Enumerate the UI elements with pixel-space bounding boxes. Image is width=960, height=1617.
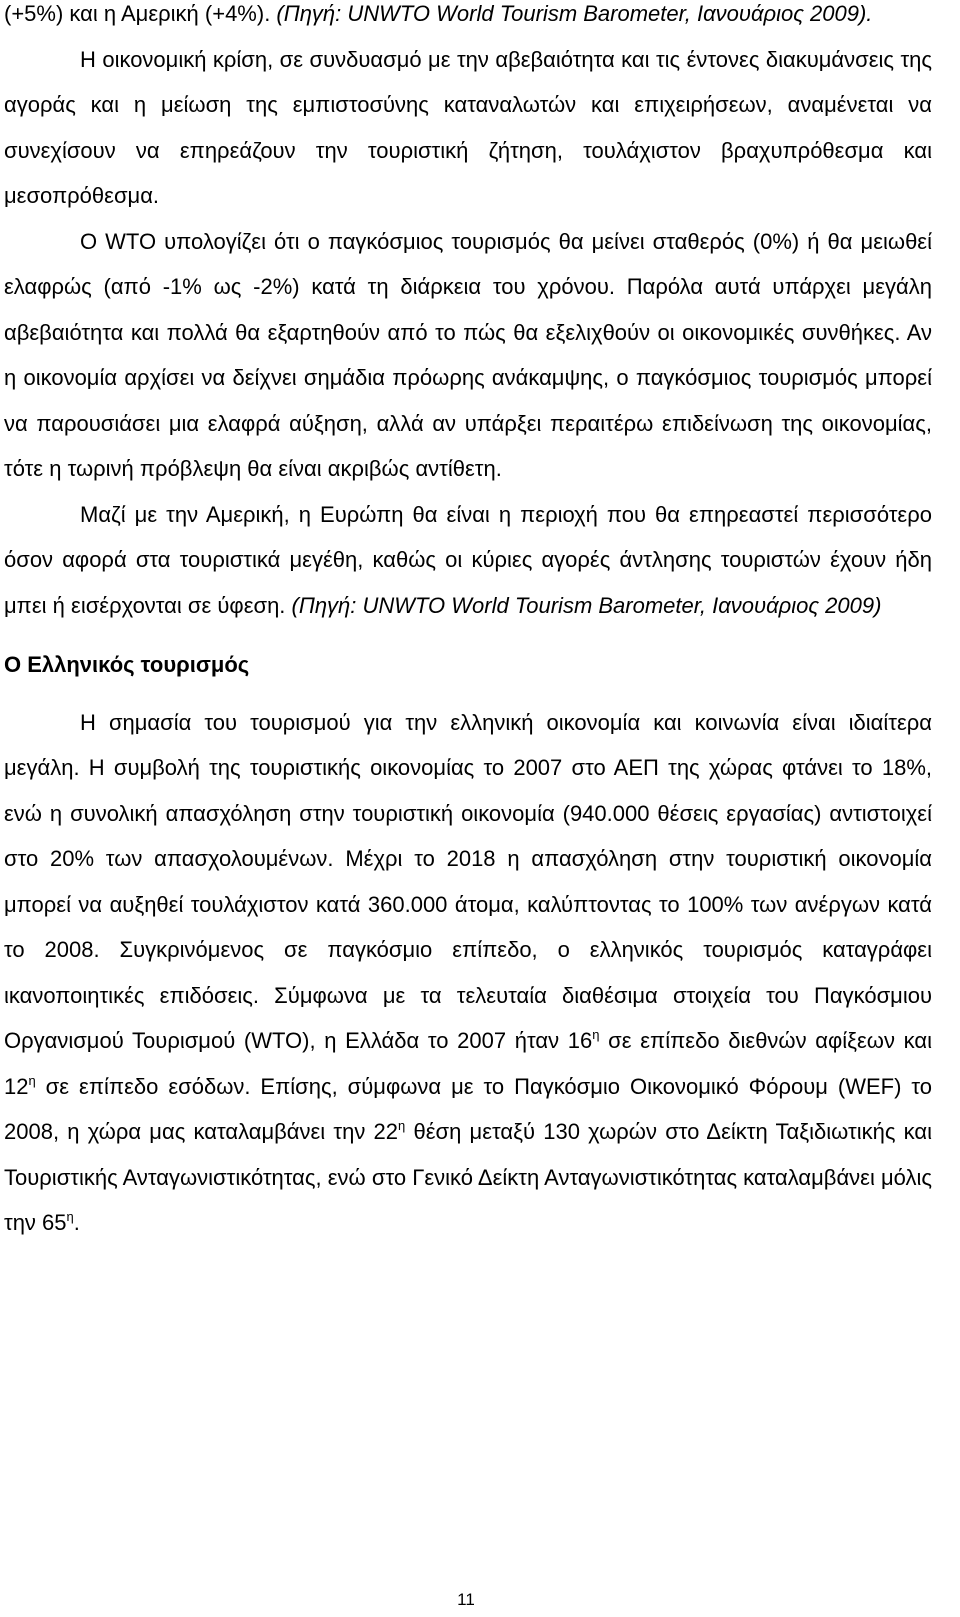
paragraph-intro: (+5%) και η Αμερική (+4%). (Πηγή: UNWTO World Tourism Barometer, Ιανουάριος 2009). <box>4 1 873 26</box>
superscript: η <box>398 1118 406 1133</box>
section-heading: Ο Ελληνικός τουρισμός <box>4 652 250 677</box>
source-citation: (Πηγή: UNWTO World Tourism Barometer, Ιανουάριος 2009) <box>291 592 882 618</box>
paragraph-economic-crisis: Η οικονομική κρίση, σε συνδυασμό με την αβεβαιότητα και τις έντονες διακυμάνσεις της αγοράς και η μείωση της εμπιστοσύνης καταναλωτών και επιχειρήσεων, αναμένεται να συνεχίσουν να επηρεάζουν την τουριστική ζήτηση, τουλάχιστον βραχυπρόθεσμα και μεσοπρόθεσμα. <box>4 46 932 208</box>
source-citation: (Πηγή: UNWTO World Tourism Barometer, Ιανουάριος 2009). <box>276 1 873 26</box>
superscript: η <box>66 1209 74 1224</box>
paragraph-wto-forecast: Ο WTO υπολογίζει ότι ο παγκόσμιος τουρισμός θα μείνει σταθερός (0%) ή θα μειωθεί ελαφρώς (από -1% ως -2%) κατά τη διάρκεια του χρόνου. Παρόλα αυτά υπάρχει μεγάλη αβεβαιότητα και πολλά θα εξαρτηθούν από το πώς θα εξελιχθούν οι οικονομικές συνθήκες. Αν η οικονομία αρχίσει να δείχνει σημάδια πρόωρης ανάκαμψης, ο παγκόσμιος τουρισμός μπορεί να παρουσιάσει μια ελαφρά αύξηση, αλλά αν υπάρξει περαιτέρω επιδείνωση της οικονομίας, τότε η τωρινή πρόβλεψη θα είναι ακριβώς αντίθετη. <box>4 228 932 481</box>
superscript: η <box>592 1027 600 1042</box>
document-page <box>4 0 932 1246</box>
paragraph-europe-america: Μαζί με την Αμερική, η Ευρώπη θα είναι η περιοχή που θα επηρεαστεί περισσότερο όσον αφορά στα τουριστικά μεγέθη, καθώς οι κύριες αγορές άντλησης τουριστών έχουν ήδη μπει ή εισέρχονται σε ύφεση. (Πηγή: UNWTO World Tourism Barometer, Ιανουάριος 2009) <box>4 501 932 618</box>
page-number: 11 <box>457 1590 475 1609</box>
paragraph-greek-tourism: Η σημασία του τουρισμού για την ελληνική οικονομία και κοινωνία είναι ιδιαίτερα μεγάλη. Η συμβολή της τουριστικής οικονομίας το 2007 στο ΑΕΠ της χώρας φτάνει το 18%, ενώ η συνολική απασχόληση στην τουριστική οικονομία (940.000 θέσεις εργασίας) αντιστοιχεί στο 20% των απασχολουμένων. Μέχρι το 2018 η απασχόληση στην τουριστική οικονομία μπορεί να αυξηθεί τουλάχιστον κατά 360.000 άτομα, καλύπτοντας το 100% των ανέργων κατά το 2008. Συγκρινόμενος σε παγκόσμιο επίπεδο, ο ελληνικός τουρισμός καταγράφει ικανοποιητικές επιδόσεις. Σύμφωνα με τα τελευταία διαθέσιμα στοιχεία του Παγκόσμιου Οργανισμού Τουρισμού (WTO), η Ελλάδα το 2007 ήταν $16^\eta$ σε επίπεδο διεθνών αφίξεων και $12^\eta$ σε επίπεδο εσόδων. Επίσης, σύμφωνα με το Παγκόσμιο Οικονομικό Φόρουμ (WEF) το 2008, η χώρα μας καταλαμβάνει την $22^\eta$ θέση μεταξύ 130 χωρών στο Δείκτη Ταξιδιωτικής και Τουριστικής Ανταγωνιστικότητας, ενώ στο Γενικό Δείκτη Ανταγωνιστικότητας καταλαμβάνει μόλις την $65^\eta$. <box>4 709 932 1235</box>
superscript: η <box>28 1072 36 1088</box>
